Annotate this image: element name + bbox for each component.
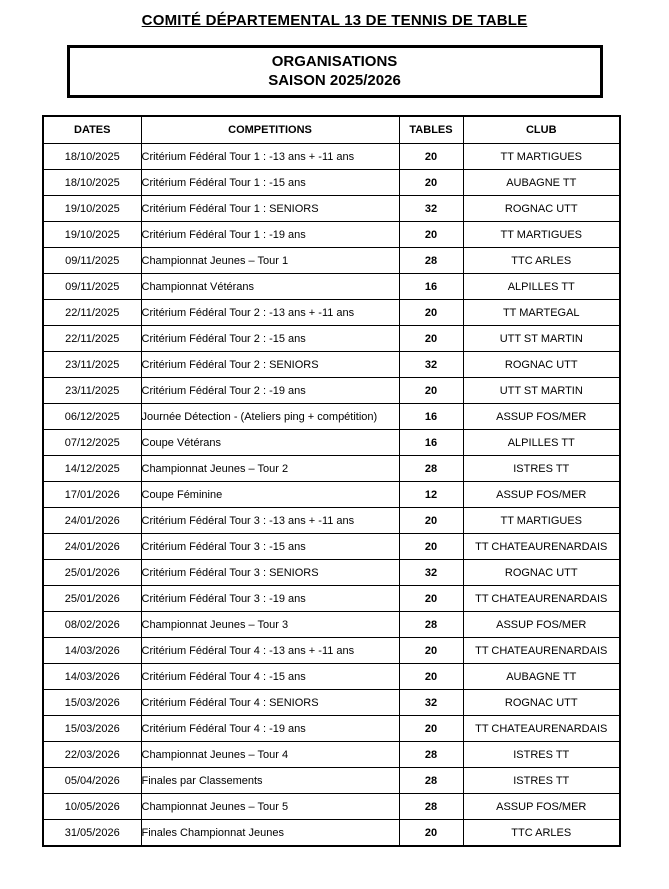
club-cell: ALPILLES TT: [463, 430, 620, 456]
club-cell: UTT ST MARTIN: [463, 326, 620, 352]
date-cell: 15/03/2026: [43, 716, 141, 742]
table-row: [43, 196, 620, 222]
competition-cell: Critérium Fédéral Tour 1 : -15 ans: [141, 170, 399, 196]
date-cell: 23/11/2025: [43, 352, 141, 378]
table-row: [43, 144, 620, 170]
date-cell: 09/11/2025: [43, 248, 141, 274]
tables-cell: 28: [399, 248, 463, 274]
club-cell: TT MARTIGUES: [463, 222, 620, 248]
competition-cell: Critérium Fédéral Tour 3 : -13 ans + -11 ans: [141, 508, 399, 534]
col-header-competitions: COMPETITIONS: [141, 116, 399, 144]
table-row: [43, 222, 620, 248]
club-cell: TT CHATEAURENARDAIS: [463, 534, 620, 560]
date-cell: 17/01/2026: [43, 482, 141, 508]
tables-cell: 20: [399, 170, 463, 196]
club-cell: ISTRES TT: [463, 768, 620, 794]
date-cell: 08/02/2026: [43, 612, 141, 638]
tables-cell: 28: [399, 742, 463, 768]
table-row: [43, 300, 620, 326]
competition-cell: Critérium Fédéral Tour 3 : -19 ans: [141, 586, 399, 612]
competition-cell: Critérium Fédéral Tour 1 : SENIORS: [141, 196, 399, 222]
tables-cell: 20: [399, 586, 463, 612]
competition-cell: Championnat Jeunes – Tour 4: [141, 742, 399, 768]
tables-cell: 16: [399, 274, 463, 300]
table-row: [43, 690, 620, 716]
club-cell: ROGNAC UTT: [463, 690, 620, 716]
club-cell: TTC ARLES: [463, 248, 620, 274]
date-cell: 24/01/2026: [43, 508, 141, 534]
tables-cell: 32: [399, 352, 463, 378]
competition-cell: Critérium Fédéral Tour 2 : -19 ans: [141, 378, 399, 404]
competition-cell: Critérium Fédéral Tour 2 : -13 ans + -11 ans: [141, 300, 399, 326]
club-cell: TT MARTIGUES: [463, 508, 620, 534]
tables-cell: 20: [399, 300, 463, 326]
competition-cell: Critérium Fédéral Tour 3 : -15 ans: [141, 534, 399, 560]
tables-cell: 28: [399, 612, 463, 638]
club-cell: ASSUP FOS/MER: [463, 794, 620, 820]
date-cell: 14/12/2025: [43, 456, 141, 482]
table-row: [43, 794, 620, 820]
tables-cell: 32: [399, 196, 463, 222]
club-cell: ASSUP FOS/MER: [463, 482, 620, 508]
club-cell: AUBAGNE TT: [463, 170, 620, 196]
date-cell: 22/11/2025: [43, 300, 141, 326]
table-row: [43, 612, 620, 638]
table-row: [43, 430, 620, 456]
club-cell: TTC ARLES: [463, 820, 620, 847]
table-row: [43, 352, 620, 378]
organisations-box: [67, 45, 603, 98]
competition-cell: Critérium Fédéral Tour 2 : -15 ans: [141, 326, 399, 352]
date-cell: 14/03/2026: [43, 638, 141, 664]
schedule-table: [42, 115, 621, 847]
header-row: [43, 116, 620, 144]
table-row: [43, 456, 620, 482]
club-cell: TT CHATEAURENARDAIS: [463, 638, 620, 664]
season-subtitle: SAISON 2025/2026: [268, 72, 401, 89]
col-header-dates: DATES: [43, 116, 141, 144]
date-cell: 19/10/2025: [43, 196, 141, 222]
date-cell: 18/10/2025: [43, 144, 141, 170]
date-cell: 18/10/2025: [43, 170, 141, 196]
club-cell: TT CHATEAURENARDAIS: [463, 586, 620, 612]
date-cell: 09/11/2025: [43, 274, 141, 300]
club-cell: ASSUP FOS/MER: [463, 404, 620, 430]
tables-cell: 12: [399, 482, 463, 508]
table-row: [43, 326, 620, 352]
club-cell: ROGNAC UTT: [463, 560, 620, 586]
organisations-title: ORGANISATIONS: [271, 53, 398, 70]
competition-cell: Championnat Jeunes – Tour 5: [141, 794, 399, 820]
club-cell: ISTRES TT: [463, 742, 620, 768]
competition-cell: Championnat Vétérans: [141, 274, 399, 300]
competition-cell: Critérium Fédéral Tour 4 : SENIORS: [141, 690, 399, 716]
date-cell: 05/04/2026: [43, 768, 141, 794]
competition-cell: Finales par Classements: [141, 768, 399, 794]
club-cell: ROGNAC UTT: [463, 196, 620, 222]
competition-cell: Finales Championnat Jeunes: [141, 820, 399, 847]
tables-cell: 16: [399, 404, 463, 430]
table-row: [43, 170, 620, 196]
table-row: [43, 378, 620, 404]
table-row: [43, 508, 620, 534]
tables-cell: 20: [399, 820, 463, 847]
competition-cell: Coupe Féminine: [141, 482, 399, 508]
competition-cell: Critérium Fédéral Tour 1 : -19 ans: [141, 222, 399, 248]
schedule-body: [43, 144, 620, 847]
club-cell: TT MARTIGUES: [463, 144, 620, 170]
competition-cell: Journée Détection - (Ateliers ping + compétition): [141, 404, 399, 430]
table-row: [43, 482, 620, 508]
date-cell: 06/12/2025: [43, 404, 141, 430]
table-row: [43, 768, 620, 794]
tables-cell: 28: [399, 768, 463, 794]
competition-cell: Championnat Jeunes – Tour 3: [141, 612, 399, 638]
tables-cell: 32: [399, 560, 463, 586]
club-cell: ALPILLES TT: [463, 274, 620, 300]
col-header-tables: TABLES: [399, 116, 463, 144]
tables-cell: 20: [399, 508, 463, 534]
tables-cell: 20: [399, 222, 463, 248]
table-row: [43, 534, 620, 560]
competition-cell: Critérium Fédéral Tour 4 : -15 ans: [141, 664, 399, 690]
date-cell: 24/01/2026: [43, 534, 141, 560]
date-cell: 10/05/2026: [43, 794, 141, 820]
competition-cell: Critérium Fédéral Tour 4 : -19 ans: [141, 716, 399, 742]
club-cell: TT MARTEGAL: [463, 300, 620, 326]
table-row: [43, 560, 620, 586]
table-row: [43, 742, 620, 768]
tables-cell: 20: [399, 664, 463, 690]
date-cell: 22/11/2025: [43, 326, 141, 352]
date-cell: 15/03/2026: [43, 690, 141, 716]
tables-cell: 20: [399, 326, 463, 352]
table-row: [43, 638, 620, 664]
date-cell: 22/03/2026: [43, 742, 141, 768]
table-row: [43, 820, 620, 847]
club-cell: ISTRES TT: [463, 456, 620, 482]
tables-cell: 32: [399, 690, 463, 716]
table-row: [43, 586, 620, 612]
date-cell: 14/03/2026: [43, 664, 141, 690]
date-cell: 19/10/2025: [43, 222, 141, 248]
date-cell: 07/12/2025: [43, 430, 141, 456]
competition-cell: Critérium Fédéral Tour 2 : SENIORS: [141, 352, 399, 378]
table-row: [43, 716, 620, 742]
club-cell: UTT ST MARTIN: [463, 378, 620, 404]
competition-cell: Critérium Fédéral Tour 3 : SENIORS: [141, 560, 399, 586]
tables-cell: 16: [399, 430, 463, 456]
tables-cell: 20: [399, 378, 463, 404]
table-row: [43, 248, 620, 274]
tables-cell: 28: [399, 794, 463, 820]
tables-cell: 28: [399, 456, 463, 482]
club-cell: ROGNAC UTT: [463, 352, 620, 378]
table-row: [43, 664, 620, 690]
competition-cell: Championnat Jeunes – Tour 1: [141, 248, 399, 274]
competition-cell: Critérium Fédéral Tour 1 : -13 ans + -11 ans: [141, 144, 399, 170]
table-row: [43, 404, 620, 430]
table-row: [43, 274, 620, 300]
club-cell: AUBAGNE TT: [463, 664, 620, 690]
competition-cell: Coupe Vétérans: [141, 430, 399, 456]
tables-cell: 20: [399, 716, 463, 742]
page-title: COMITÉ DÉPARTEMENTAL 13 DE TENNIS DE TABLE: [141, 12, 528, 29]
tables-cell: 20: [399, 144, 463, 170]
competition-cell: Critérium Fédéral Tour 4 : -13 ans + -11 ans: [141, 638, 399, 664]
tables-cell: 20: [399, 534, 463, 560]
date-cell: 23/11/2025: [43, 378, 141, 404]
date-cell: 25/01/2026: [43, 560, 141, 586]
club-cell: ASSUP FOS/MER: [463, 612, 620, 638]
club-cell: TT CHATEAURENARDAIS: [463, 716, 620, 742]
col-header-club: CLUB: [463, 116, 620, 144]
competition-cell: Championnat Jeunes – Tour 2: [141, 456, 399, 482]
date-cell: 25/01/2026: [43, 586, 141, 612]
tables-cell: 20: [399, 638, 463, 664]
date-cell: 31/05/2026: [43, 820, 141, 847]
